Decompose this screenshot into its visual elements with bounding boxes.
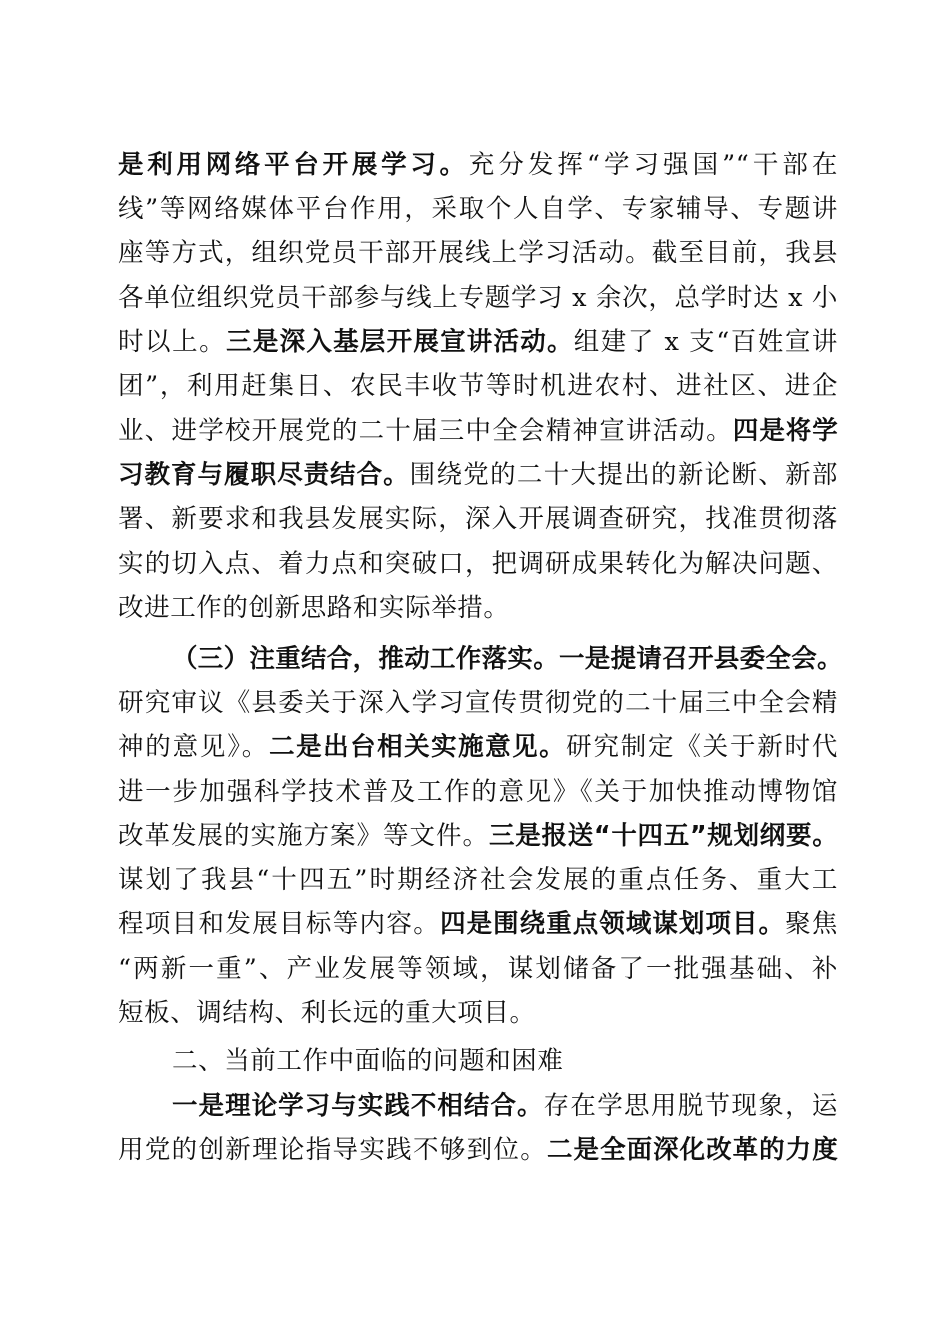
body-text: 充分发挥“学习强国”“干部在 bbox=[468, 150, 838, 180]
paragraph-line bbox=[118, 542, 838, 586]
paragraph-line bbox=[118, 814, 838, 858]
bold-heading-text: 二是出台相关实施意见。 bbox=[269, 732, 567, 762]
body-text: 程项目和发展目标等内容。 bbox=[118, 909, 441, 939]
body-text: 用党的创新理论指导实践不够到位。 bbox=[118, 1135, 548, 1165]
body-text: 围绕党的二十大提出的新论断、新部 bbox=[409, 460, 838, 490]
paragraph-line bbox=[118, 231, 838, 275]
body-text: 各单位组织党员干部参与线上专题学习 x 余次，总学时达 x 小 bbox=[118, 283, 838, 313]
paragraph-line bbox=[118, 902, 838, 946]
bold-heading-text: 习教育与履职尽责结合。 bbox=[118, 460, 410, 490]
body-text: 短板、调结构、利长远的重大项目。 bbox=[118, 998, 536, 1028]
bold-heading-text: 四是将学 bbox=[732, 416, 838, 446]
section-heading-text: （三）注重结合，推动工作落实。一是提请召开县委全会。 bbox=[172, 644, 843, 674]
bold-heading-text: 三是深入基层开展宣讲活动。 bbox=[226, 327, 574, 357]
body-text: 线”等网络媒体平台作用，采取个人自学、专家辅导、专题讲 bbox=[118, 194, 838, 224]
paragraph-line bbox=[118, 409, 838, 453]
body-text: 时以上。 bbox=[118, 327, 227, 357]
chapter-heading-line bbox=[172, 1039, 838, 1083]
bold-heading-text: 四是围绕重点领域谋划项目。 bbox=[440, 909, 786, 939]
body-text: 研究审议《县委关于深入学习宣传贯彻党的二十届三中全会精 bbox=[118, 688, 838, 718]
paragraph-line bbox=[118, 497, 838, 541]
paragraph-line bbox=[118, 681, 838, 725]
paragraph-line bbox=[118, 947, 838, 991]
body-text: 神的意见》。 bbox=[118, 732, 270, 762]
body-text: 团”，利用赶集日、农民丰收节等时机进农村、进社区、进企 bbox=[118, 371, 838, 401]
paragraph-line bbox=[118, 364, 838, 408]
body-text: 聚焦 bbox=[785, 909, 839, 939]
chapter-heading-text: 二、当前工作中面临的问题和困难 bbox=[172, 1046, 564, 1076]
paragraph-line bbox=[118, 143, 838, 187]
body-text: 座等方式，组织党员干部开展线上学习活动。截至目前，我县 bbox=[118, 238, 838, 268]
body-text: 实的切入点、着力点和突破口，把调研成果转化为解决问题、 bbox=[118, 549, 838, 579]
paragraph-line bbox=[118, 276, 838, 320]
paragraph-line bbox=[118, 991, 838, 1035]
bold-heading-text: 二是全面深化改革的力度 bbox=[547, 1135, 838, 1165]
paragraph-line bbox=[118, 1128, 838, 1172]
bold-heading-text: 三是报送“十四五”规划纲要。 bbox=[489, 821, 838, 851]
bold-heading-text: 是利用网络平台开展学习。 bbox=[118, 150, 469, 180]
paragraph-line bbox=[118, 858, 838, 902]
body-text: 改进工作的创新思路和实际举措。 bbox=[118, 593, 510, 623]
bold-heading-text: 一是理论学习与实践不相结合。 bbox=[172, 1091, 544, 1121]
paragraph-line bbox=[118, 725, 838, 769]
section-heading-line bbox=[172, 637, 843, 681]
body-text: 业、进学校开展党的二十届三中全会精神宣讲活动。 bbox=[118, 416, 733, 446]
body-text: 署、新要求和我县发展实际，深入开展调查研究，找准贯彻落 bbox=[118, 504, 838, 534]
body-text: 谋划了我县“十四五”时期经济社会发展的重点任务、重大工 bbox=[118, 865, 838, 895]
body-text: 组建了 x 支“百姓宣讲 bbox=[573, 327, 838, 357]
paragraph-line bbox=[118, 187, 838, 231]
paragraph-line bbox=[118, 320, 838, 364]
paragraph-line bbox=[118, 453, 838, 497]
body-text: 研究制定《关于新时代 bbox=[566, 732, 838, 762]
body-text: 进一步加强科学技术普及工作的意见》《关于加快推动博物馆 bbox=[118, 777, 838, 807]
paragraph-line bbox=[118, 586, 838, 630]
body-text: 改革发展的实施方案》等文件。 bbox=[118, 821, 490, 851]
body-text: “两新一重”、产业发展等领域，谋划储备了一批强基础、补 bbox=[118, 954, 838, 984]
paragraph-line bbox=[172, 1084, 838, 1128]
paragraph-line bbox=[118, 770, 838, 814]
body-text: 存在学思用脱节现象，运 bbox=[543, 1091, 839, 1121]
